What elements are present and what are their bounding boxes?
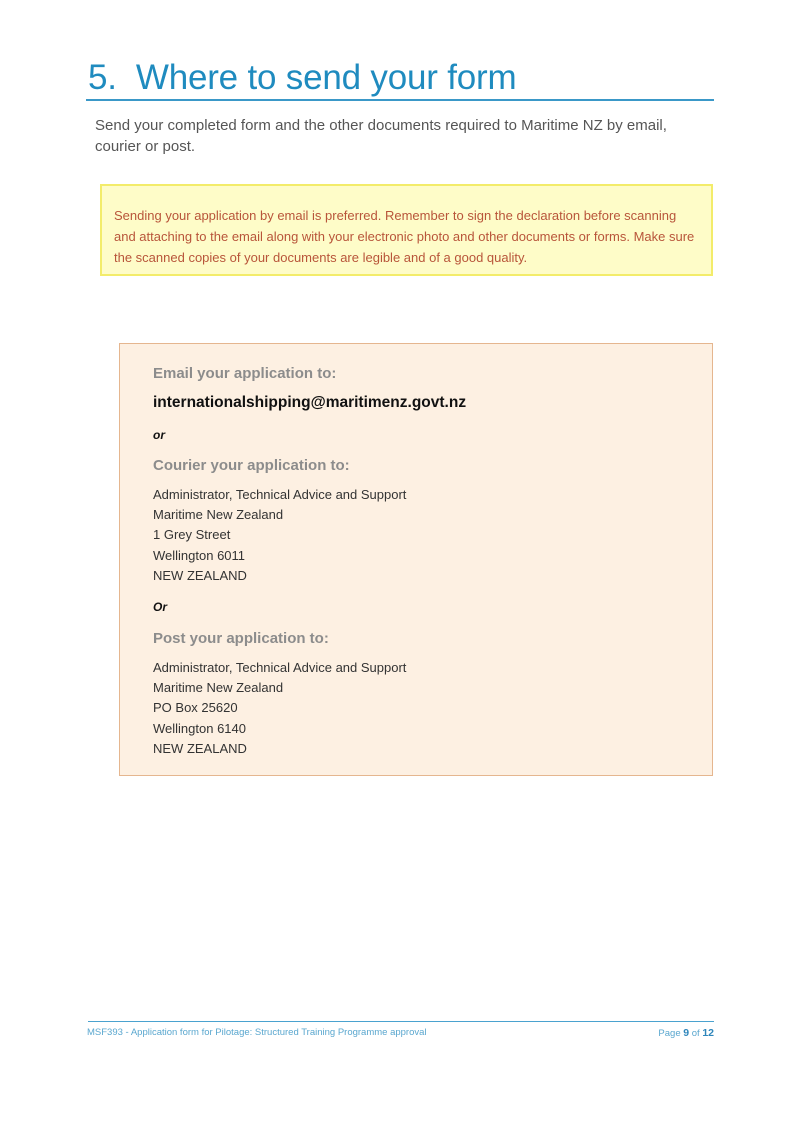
post-address-line: PO Box 25620 (153, 700, 238, 716)
heading-title: Where to send your form (135, 58, 517, 97)
footer-page-number (658, 1026, 714, 1041)
page-prefix: Page (658, 1028, 681, 1039)
post-address-line: Wellington 6140 (153, 720, 246, 736)
courier-heading: Courier your application to: (153, 457, 350, 474)
page-current: 9 (683, 1027, 690, 1039)
courier-address-line: Wellington 6011 (153, 547, 246, 563)
footer-form-title: MSF393 - Application form for Pilotage: Structured Training Programme approval (87, 1027, 427, 1038)
email-heading: Email your application to: (153, 365, 337, 382)
note-text: Sending your application by email is preferred. Remember to sign the declaration before scanning and attaching to the email along with your electronic photo and other documents or forms. Make sure the scanned copies of your documents are legible and of a good quality. (114, 208, 695, 265)
footer-divider (88, 1021, 714, 1022)
post-heading: Post your application to: (153, 630, 329, 647)
intro-paragraph: Send your completed form and the other documents required to Maritime NZ by email, courier or post. (95, 117, 667, 155)
contact-details-box (119, 343, 713, 776)
post-address-line: Administrator, Technical Advice and Support (153, 660, 407, 675)
courier-address-line: NEW ZEALAND (153, 567, 247, 583)
email-address-link[interactable]: internationalshipping@maritimenz.govt.nz (153, 394, 467, 411)
courier-address-line: 1 Grey Street (153, 527, 231, 543)
post-address-line: NEW ZEALAND (153, 740, 247, 756)
heading-number: 5. (88, 58, 117, 97)
email-preferred-note (100, 184, 713, 276)
heading-divider (86, 99, 714, 101)
page-of: of (691, 1028, 700, 1039)
courier-address-line: Maritime New Zealand (153, 507, 284, 523)
courier-address-line: Administrator, Technical Advice and Support (153, 487, 407, 502)
courier-address (153, 485, 406, 586)
or-separator-2: Or (153, 600, 168, 614)
page-total: 12 (702, 1027, 714, 1039)
post-address (153, 658, 406, 759)
or-separator-1: or (153, 428, 165, 442)
page-heading (88, 56, 516, 100)
post-address-line: Maritime New Zealand (153, 680, 284, 696)
